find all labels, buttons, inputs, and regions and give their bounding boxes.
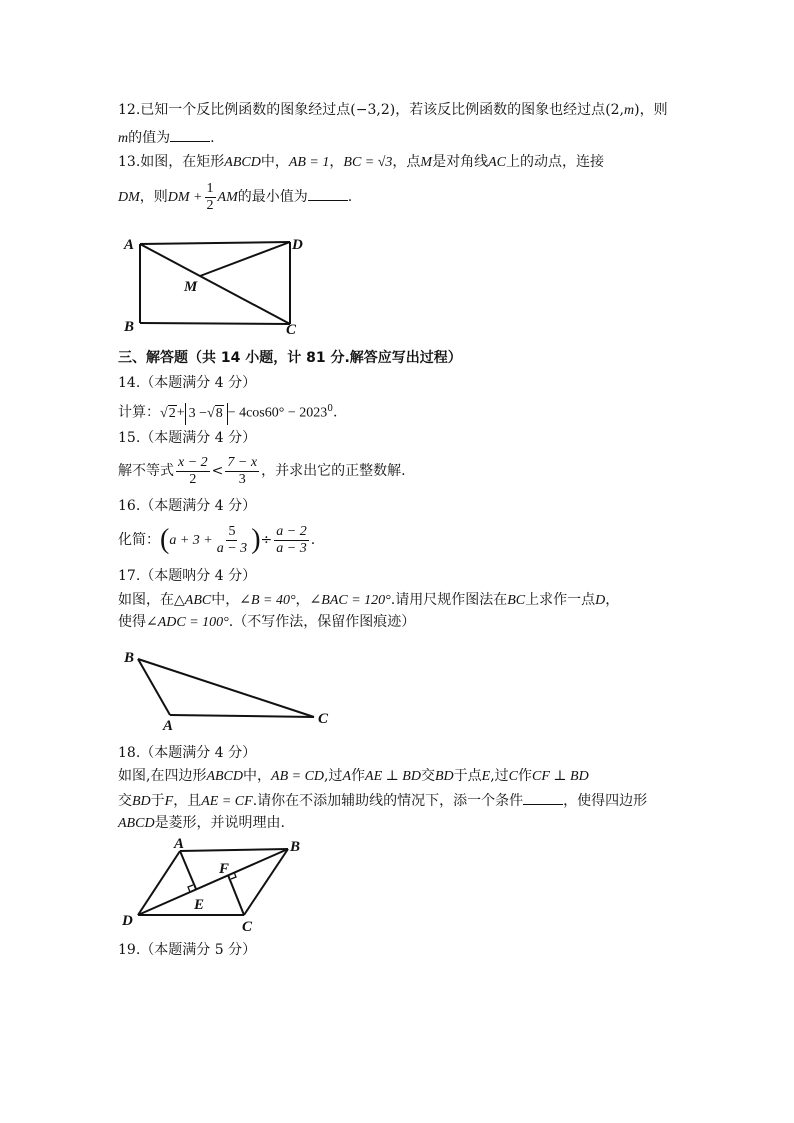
q16-rparen: ) — [251, 524, 261, 555]
q18-f: F — [164, 794, 174, 809]
q17-line2 — [118, 612, 415, 633]
q18-label-d: D — [122, 913, 133, 929]
q18-bd: BD — [132, 794, 151, 809]
q16-lparen: ( — [160, 524, 170, 555]
q18-ae-perp-bd: AE ⊥ BD — [365, 769, 421, 784]
q16-frac1-num: 5 — [228, 523, 236, 539]
q17-label-c: C — [318, 711, 329, 727]
q18-label-c: C — [242, 919, 253, 935]
q18-text: 于 — [150, 793, 165, 809]
q13-text: ，则 — [139, 189, 168, 205]
q18-text: 作 — [351, 768, 366, 784]
q17-text: ， — [295, 592, 310, 608]
q13-abcd: ABCD — [224, 155, 261, 170]
q15-frac2-den: 3 — [238, 471, 246, 487]
q14-end: . — [332, 404, 338, 421]
q18-label-f: F — [219, 861, 230, 877]
q13-frac-den: 2 — [206, 197, 214, 213]
q12-text: ，若该反比例函数的图象也经过点 — [395, 102, 606, 118]
q18-text: ,过 — [324, 768, 343, 784]
q13-label-a: A — [124, 237, 135, 253]
q17-triangle: △ABC — [174, 593, 212, 608]
q15-line — [118, 452, 406, 490]
q18-text: 于点 — [453, 768, 482, 784]
q12-m: m — [118, 131, 129, 146]
q18-abcd: ABCD — [206, 769, 244, 784]
q13-edge-cb — [140, 323, 290, 324]
q18-a: A — [342, 769, 352, 784]
q13-label-m: M — [184, 279, 198, 295]
q18-ab-eq-cd: AB = CD — [271, 769, 325, 784]
q17-angle-b: ∠B = 40° — [239, 593, 296, 608]
q13-shape — [140, 242, 290, 324]
q17-text: .请用尺规作图法在 — [390, 592, 508, 608]
q17-label-b: B — [124, 650, 135, 666]
q18-text: 交 — [420, 768, 435, 784]
section-3-title: 三、解答题（共 14 小题，计 81 分.解答应写出过程） — [118, 350, 462, 366]
q13-text: 上的动点，连接 — [505, 154, 604, 170]
q17-d: D — [595, 593, 606, 608]
q15-frac1-num: x − 2 — [178, 454, 208, 470]
q14-abs-a: 3 − — [188, 405, 207, 421]
q17-text: 上求作一点 — [525, 592, 596, 608]
q13-text: 的最小值为 — [237, 189, 308, 205]
q17-edge-bc — [138, 659, 314, 717]
q18-label-e: E — [194, 897, 205, 913]
q18-bd: BD — [434, 769, 454, 784]
q14-plus: + — [176, 405, 185, 421]
q12-text: 12.已知一个反比例函数的图象经过点 — [118, 102, 351, 118]
q13-m: M — [420, 155, 433, 170]
q14-sqrt2: √2 — [160, 405, 176, 421]
q18-header: 18.（本题满分 4 分） — [118, 745, 257, 761]
q13-fraction — [205, 181, 216, 214]
q16-frac2-den: a − 3 — [276, 540, 307, 556]
q13-bc: BC = √3 — [343, 155, 393, 170]
q13-answer-blank[interactable] — [308, 186, 348, 201]
q16-header: 16.（本题满分 4 分） — [118, 498, 257, 514]
q15-frac1-den: 2 — [189, 471, 197, 487]
q15-frac1 — [176, 455, 210, 488]
q17-bc: BC — [507, 593, 526, 608]
q17-header: 17.（本题呐分 4 分） — [118, 568, 257, 584]
q17-text: 使得 — [118, 614, 146, 630]
q18-text: ,过 — [490, 768, 509, 784]
q13-end: . — [347, 189, 353, 205]
q12-line2 — [118, 127, 215, 149]
q18-text: 如图,在四边形 — [118, 768, 207, 784]
q18-segment-cf — [228, 875, 244, 915]
q16-frac1 — [215, 524, 249, 557]
q16-frac2 — [274, 524, 308, 557]
q17-edge-ac — [170, 715, 314, 717]
q13-label-c: C — [286, 322, 297, 337]
q13-text: ， — [329, 154, 344, 170]
q18-answer-blank[interactable] — [523, 790, 563, 805]
q17-shape — [138, 659, 314, 717]
q14-label: 计算： — [118, 404, 160, 421]
q12-point1: (−3,2) — [350, 102, 396, 118]
q14-sqrt2-radicand: 2 — [168, 405, 176, 421]
q18-text: 作 — [518, 768, 532, 784]
q18-c: C — [508, 769, 518, 784]
q18-line2 — [118, 790, 647, 812]
q18-text: 交 — [118, 793, 132, 809]
q13-frac-num: 1 — [206, 180, 214, 196]
q13-expr: AM — [217, 190, 238, 205]
q14-sqrt8: √8 — [207, 405, 223, 421]
q13-line1 — [118, 152, 604, 173]
q14-header: 14.（本题满分 4 分） — [118, 375, 257, 391]
q14-sqrt8-radicand: 8 — [215, 405, 223, 421]
q15-label: 解不等式 — [118, 463, 174, 479]
q13-line2 — [118, 180, 352, 215]
q18-text: .请你在不添加辅助线的情况下，添一个条件 — [252, 793, 524, 809]
q18-cf-perp-bd: CF ⊥ BD — [532, 769, 589, 784]
q18-e: E — [481, 769, 491, 784]
q18-ae-eq-cf: AE = CF — [201, 794, 253, 809]
q13-label-d: D — [292, 237, 303, 253]
q15-header: 15.（本题满分 4 分） — [118, 430, 257, 446]
q13-expr: DM + — [167, 190, 203, 205]
q18-abcd: ABCD — [118, 816, 155, 831]
q13-diagonal-ac — [140, 244, 290, 324]
q18-label-a: A — [174, 836, 185, 852]
q18-text: ，使得四边形 — [563, 793, 648, 809]
q17-text: 如图，在 — [118, 592, 174, 608]
q13-edge-ad — [140, 242, 290, 244]
q13-text: 13.如图，在矩形 — [118, 154, 225, 170]
q12-line1 — [118, 100, 668, 121]
q16-frac2-num: a − 2 — [276, 523, 307, 539]
q14-line — [118, 397, 337, 426]
q12-text: ，则 — [639, 102, 668, 118]
q18-text: 中， — [243, 768, 272, 784]
q12-end: . — [210, 130, 215, 146]
q17-figure-triangle — [118, 645, 338, 735]
q15-text: ，并求出它的正整数解. — [261, 463, 406, 479]
q14-abs — [185, 403, 228, 425]
q18-line1 — [118, 766, 589, 787]
q13-dm: DM — [118, 190, 140, 205]
q18-line3 — [118, 813, 285, 834]
q18-figure-quadrilateral — [118, 835, 318, 935]
q13-figure-rectangle — [118, 232, 318, 337]
q16-end: . — [310, 532, 316, 548]
q16-div: ÷ — [260, 532, 273, 548]
q13-ab: AB = 1 — [288, 155, 330, 170]
q13-segment-dm — [200, 242, 290, 276]
q14-rest: − 4cos60° − 2023 — [227, 405, 328, 421]
q17-text: .（不写作法，保留作图痕迹） — [228, 614, 416, 630]
q13-ac: AC — [488, 155, 506, 170]
q12-answer-blank[interactable] — [170, 127, 210, 142]
q14-sup: 0 — [327, 404, 333, 414]
q17-text: 中， — [211, 592, 240, 608]
q15-frac2-num: 7 − x — [227, 454, 258, 470]
q13-text: 中， — [260, 154, 289, 170]
q15-lt: < — [211, 463, 224, 479]
q18-edge-ab — [180, 849, 288, 851]
q19-header: 19.（本题满分 5 分） — [118, 942, 257, 958]
q16-line — [118, 520, 315, 561]
q17-label-a: A — [163, 718, 174, 734]
q12-point2-m: m — [624, 103, 635, 118]
q13-text: 是对角线 — [432, 154, 489, 170]
q18-segment-ae — [180, 851, 196, 889]
q18-text: 是菱形，并说明理由. — [154, 815, 286, 831]
q17-angle-bac: ∠BAC = 120° — [309, 593, 391, 608]
q18-shape — [138, 849, 288, 915]
q16-a3: a + 3 + — [169, 533, 213, 548]
q13-text: ，点 — [392, 154, 421, 170]
q18-label-b: B — [290, 839, 301, 855]
q18-text: ，且 — [173, 793, 202, 809]
q17-angle-adc: ∠ADC = 100° — [146, 615, 229, 630]
q16-frac1-den: a − 3 — [216, 540, 248, 556]
q12-text: 的值为 — [128, 130, 171, 146]
q15-frac2 — [225, 455, 259, 488]
q17-text: ， — [605, 592, 620, 608]
q16-label: 化简： — [118, 532, 160, 548]
q12-point2-end: ) — [634, 102, 640, 118]
q12-point2: (2, — [605, 102, 625, 118]
q17-line1 — [118, 590, 619, 611]
q13-label-b: B — [124, 319, 135, 335]
